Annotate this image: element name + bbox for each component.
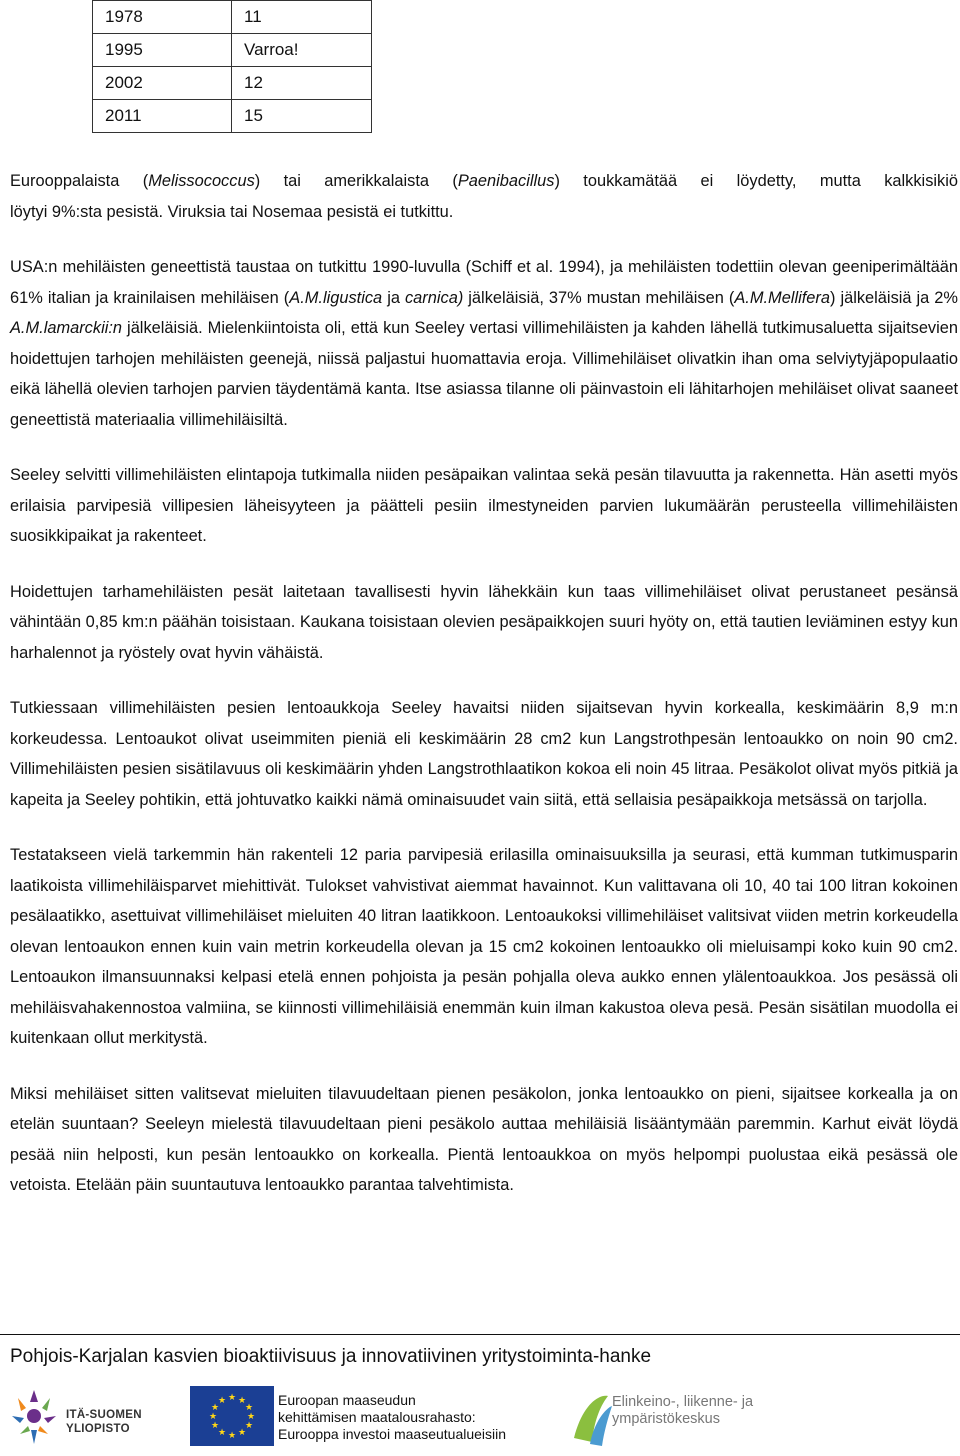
svg-text:★: ★ [210,1402,220,1412]
text-span: ) jälkeläisiä ja 2% [829,288,958,307]
text-span: jälkeläisiä, 37% mustan mehiläisen ( [463,288,735,307]
text-span: ) tai amerikkalaista ( [254,172,458,190]
paragraph-conclusion: Miksi mehiläiset sitten valitsevat mieluiten tilavuudeltaan pienen pesäkolon, jonka lentoaukko on pieni, sijaitsee korkealla ja on etelän suuntaan? Seeleyn mielestä tilavuudeltaan pieni pesäkolo auttaa mehiläisiä lisääntymään paremmin. Karhut eivät löydä pesää niin helposti, kun pesän lentoaukko on korkealla. Pientä lentoaukkoa on myös helpompi puolustaa eikä pesässä ole vetoista. Etelään päin suuntautuva lentoaukko parantaa talvehtimista. [10,1084,958,1194]
eu-fund-line: kehittämisen maatalousrahasto: [278,1409,476,1425]
year-table [92,0,372,133]
svg-text:★: ★ [227,1392,237,1402]
paragraph-line: löytyi 9%:sta pesistä. Viruksia tai Nosemaa pesistä ei tutkittu. [10,202,454,221]
species-name: A.M.Mellifera [734,288,830,307]
uef-name [66,1408,142,1436]
eu-fund-line: Euroopan maaseudun [278,1392,416,1408]
table-cell-value: 12 [232,67,372,100]
text-span: ja [382,288,405,307]
table-cell-value: 11 [232,1,372,34]
uef-logo [8,1384,168,1452]
paragraph-pathogens [10,166,958,227]
species-name: Melissococcus [148,172,255,190]
eu-fund-line: Eurooppa investoi maaseutualueisiin [278,1426,507,1442]
ely-name-line: ympäristökeskus [612,1411,720,1427]
table-row [93,67,372,100]
species-name: carnica) [404,288,464,307]
ely-name [612,1394,753,1428]
svg-text:★: ★ [210,1420,220,1430]
paragraph-line [10,166,958,197]
svg-text:★: ★ [246,1411,256,1421]
table-cell-year: 1978 [93,1,232,34]
paragraph-genetics [10,252,958,435]
table-cell-year: 1995 [93,34,232,67]
footer-divider [0,1334,960,1335]
svg-text:★: ★ [227,1430,237,1440]
text-span: Eurooppalaista ( [10,172,149,190]
species-name: A.M.ligustica [289,288,383,307]
table-cell-value: 15 [232,100,372,133]
table-row [93,34,372,67]
svg-text:★: ★ [237,1427,247,1437]
eu-flag-icon [190,1386,274,1446]
text-span: USA:n mehiläisten geneettistä taustaa on tutkittu 1990-luvulla (Schiff et al. 1994), ja mehiläisten todettiin olevan geeniperimältään 61% italian ja krainilaisen mehiläisen ( [10,258,958,307]
uef-name-line: ITÄ-SUOMEN [66,1409,142,1421]
table-cell-year: 2011 [93,100,232,133]
species-name: A.M.lamarckii:n [10,319,123,337]
paragraph-nest-study: Seeley selvitti villimehiläisten elintapoja tutkimalla niiden pesäpaikan valintaa sekä pesän tilavuutta ja rakennetta. Hän asetti myös erilaisia parvipesiä villipesien läheisyyteen ja päätteli pesiin ilmestyneiden parvien lukumäärän perusteella villimehiläisten suosikkipaikat ja rakenteet. [10,466,958,545]
project-title: Pohjois-Karjalan kasvien bioaktiivisuus ja innovatiivinen yritystoiminta-hanke [10,1346,652,1367]
svg-text:★: ★ [237,1395,247,1405]
ely-name-line: Elinkeino-, liikenne- ja [612,1394,754,1410]
table-cell-value: Varroa! [232,34,372,67]
table-row [93,1,372,34]
svg-text:★: ★ [217,1395,227,1405]
svg-text:★: ★ [217,1427,227,1437]
text-span: jälkeläisiä. Mielenkiintoista oli, että kun Seeley vertasi villimehiläisten ja kahden lähellä tutkimusaluetta sijaitsevien hoidettujen tarhojen mehiläisten geenejä, niissä paljastui huomattavia eroja. Villimehiläiset olivatkin ihan oma selviytyjäpopulaatio eikä lähellä olevien tarhojen parvien täydentämä kanta. Itse asiassa tilanne oli päinvastoin eli lähitarhojen mehiläiset olivat saaneet geneettistä materiaalia villimehiläisiltä. [10,319,958,429]
paragraph-entrance: Tutkiessaan villimehiläisten pesien lentoaukkoja Seeley havaitsi niiden sijaitsevan hyvin korkealla, keskimäärin 8,9 m:n korkeudessa. Lentoaukot olivat useimmiten pieniä eli keskimäärin 28 cm2 kun Langstrothpesän lentoaukko on noin 90 cm2. Villimehiläisten pesien sisätilavuus oli keskimäärin yhden Langstrothlaatikon kokoa eli noin 45 litraa. Pesäkolot olivat myös pitkiä ja kapeita ja Seeley pohtikin, että johtuvatko kaikki nämä ominaisuudet vain siitä, että sellaisia pesäpaikkoja metsässä on tarjolla. [10,699,958,809]
svg-text:★: ★ [244,1420,254,1430]
text-span: ) toukkamätää ei löydetty, mutta kalkkisikiö [554,172,958,190]
footer-logos [0,1380,960,1456]
species-name: Paenibacillus [457,172,555,190]
uef-name-line: YLIOPISTO [66,1423,130,1435]
table-cell-year: 2002 [93,67,232,100]
svg-text:★: ★ [208,1411,218,1421]
table-row [93,100,372,133]
svg-text:★: ★ [244,1402,254,1412]
paragraph-nest-distance: Hoidettujen tarhamehiläisten pesät laitetaan tavallisesti hyvin lähekkäin kun taas villimehiläiset olivat perustaneet pesänsä vähintään 0,85 km:n päähän toisistaan. Kaukana toisistaan olevien pesäpaikkojen suuri hyöty on, että tautien leviäminen estyy kun harhalennot ja ryöstely ovat hyvin vähäistä. [10,582,958,662]
eu-fund-text [278,1392,506,1443]
article-body [10,166,958,1226]
uef-emblem-icon [8,1384,60,1450]
paragraph-experiment: Testatakseen vielä tarkemmin hän rakenteli 12 paria parvipesiä erilasilla ominaisuuksilla ja seurasi, että kumman tutkimusparin laatikoista villimehiläisparvet miehittivät. Tulokset vahvistivat aiemmat havainnot. Kun valittavana oli 10, 40 tai 100 litran kokoinen pesälaatikko, asettuivat villimehiläiset mieluiten 40 litran laatikkoon. Lentoaukoksi villimehiläiset valitsivat viiden metrin korkeudella olevan lentoaukon ennen kuin vain metrin korkeudella olevan ja 15 cm2 kokoinen lentoaukko oli mieluisampi koko kuin 90 cm2. Lentoaukon ilmansuunnaksi kelpasi etelä ennen pohjoista ja pesän pohjalla oleva aukko ennen ylälentoaukkoa. Jos pesässä oli mehiläisvahakennostoa valmiina, se kiinnosti villimehiläisiä enemmän kuin ilman kakustoa oleva pesä. Pesän sisätilan muodolla ei kuitenkaan ollut merkitystä. [10,846,958,1047]
